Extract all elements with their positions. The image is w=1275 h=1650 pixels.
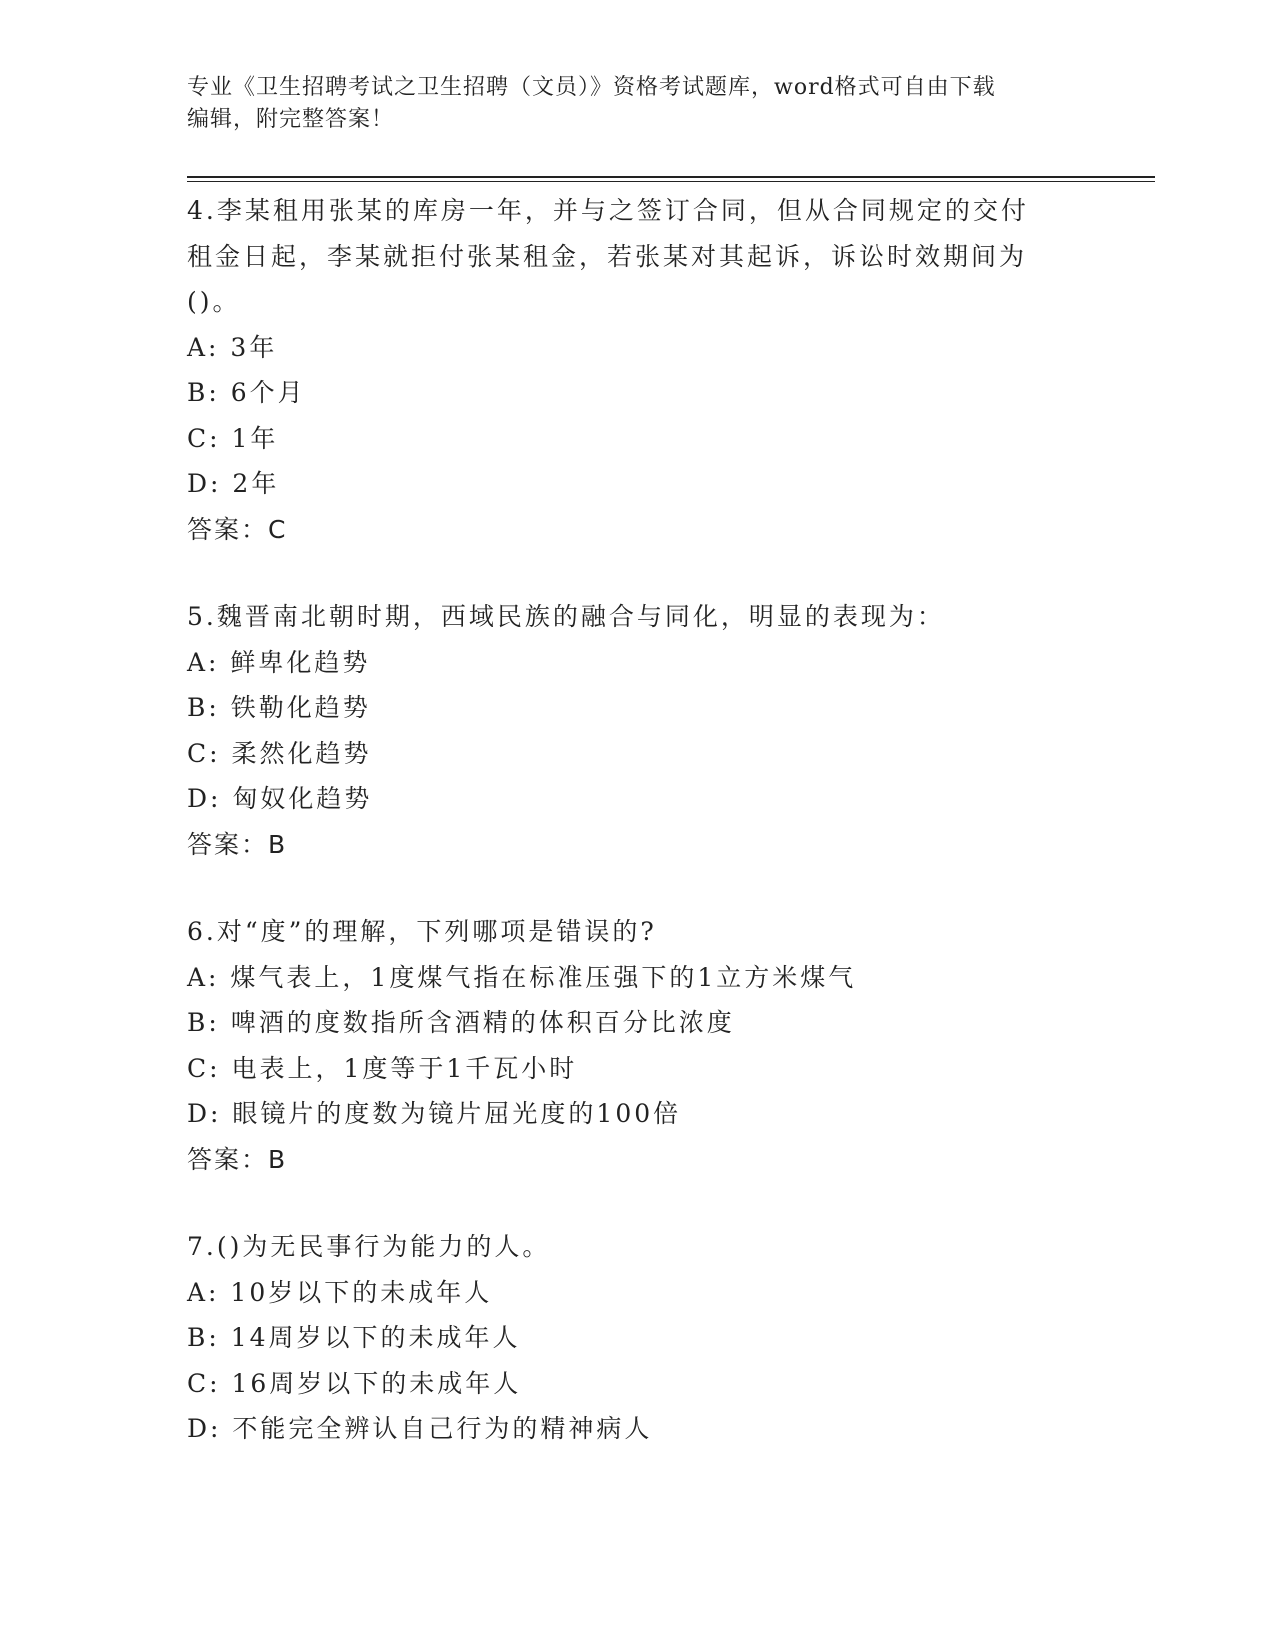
option-d: D: 2年 [187, 469, 280, 498]
question-stem-line: 7.()为无民事行为能力的人。 [187, 1232, 551, 1261]
option-d: D: 眼镜片的度数为镜片屈光度的100倍 [187, 1099, 682, 1128]
option-a: A: 煤气表上，1度煤气指在标准压强下的1立方米煤气 [187, 962, 857, 992]
question-6 [187, 909, 1087, 1182]
option-b: B: 铁勒化趋势 [187, 693, 371, 722]
header-divider-thick [187, 176, 1155, 178]
question-stem-line: 4.李某租用张某的库房一年，并与之签订合同，但从合同规定的交付 [187, 196, 1029, 225]
question-7 [187, 1224, 1087, 1452]
answer-line: 答案：C [187, 514, 288, 544]
option-d: D: 匈奴化趋势 [187, 784, 373, 813]
option-a: A: 鲜卑化趋势 [187, 647, 371, 677]
option-b: B: 啤酒的度数指所含酒精的体积百分比浓度 [187, 1008, 735, 1037]
option-b: B: 14周岁以下的未成年人 [187, 1323, 521, 1352]
document-header [187, 72, 1087, 136]
header-line-2: 编辑，附完整答案！ [187, 107, 395, 132]
option-d: D: 不能完全辨认自己行为的精神病人 [187, 1414, 653, 1443]
question-stem-line: 5.魏晋南北朝时期，西域民族的融合与同化，明显的表现为： [187, 602, 945, 631]
option-c: C: 1年 [187, 423, 279, 453]
question-stem [187, 594, 1087, 640]
question-stem-line: 租金日起，李某就拒付张某租金，若张某对其起诉，诉讼时效期间为 [187, 241, 1028, 271]
question-stem [187, 1224, 1087, 1270]
question-stem [187, 909, 1087, 955]
option-c: C: 16周岁以下的未成年人 [187, 1368, 522, 1398]
answer-line: 答案：B [187, 1144, 288, 1174]
header-line-1: 专业《卫生招聘考试之卫生招聘（文员）》资格考试题库，word格式可自由下载 [187, 75, 996, 100]
option-a: A: 10岁以下的未成年人 [187, 1277, 493, 1307]
option-c: C: 电表上，1度等于1千瓦小时 [187, 1053, 578, 1083]
question-5 [187, 594, 1087, 867]
question-list [187, 188, 1087, 1494]
option-a: A: 3年 [187, 332, 278, 362]
answer-line: 答案：B [187, 829, 288, 859]
header-divider-thin [187, 181, 1155, 182]
question-stem-line: 6.对“度”的理解，下列哪项是错误的? [187, 917, 657, 946]
option-c: C: 柔然化趋势 [187, 738, 372, 768]
option-b: B: 6个月 [187, 378, 306, 407]
question-stem [187, 188, 1087, 325]
question-4 [187, 188, 1087, 552]
question-stem-line: ()。 [187, 287, 241, 316]
